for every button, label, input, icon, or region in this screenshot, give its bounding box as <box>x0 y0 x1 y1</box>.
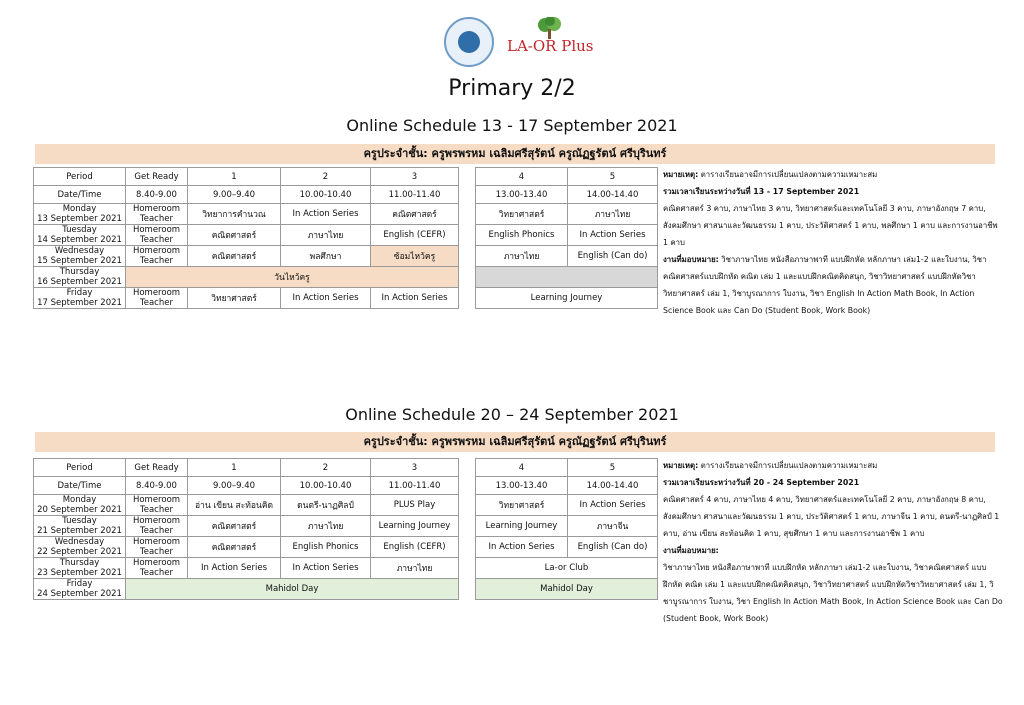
header-cell: 4 <box>476 459 568 477</box>
summary-text: คณิตศาสตร์ 3 คาบ, ภาษาไทย 3 คาบ, วิทยาศาสตร์และเทคโนโลยี 3 คาบ, ภาษาอังกฤษ 7 คาบ, สังคมศึกษา ศาสนาและวัฒนธรรม 1 คาบ, ประวัติศาสตร์ 1 คาบ, พลศึกษา 1 คาบ และการงานอาชีพ 1 คาบ <box>663 204 998 247</box>
wai-khru-day-cell: วันไหว้ครู <box>126 267 459 288</box>
subject-cell: วิทยาการคำนวณ <box>188 204 281 225</box>
summary-title: รวมเวลาเรียนระหว่างวันที่ 13 - 17 September 2021 <box>663 187 860 196</box>
tree-icon <box>536 17 564 39</box>
subject-cell: พลศึกษา <box>281 246 371 267</box>
la-or-club-cell: La-or Club <box>476 558 658 579</box>
lunch-gap <box>459 225 476 246</box>
subject-cell: In Action Series <box>568 225 658 246</box>
table-row <box>34 579 658 600</box>
mahidol-day-afternoon-cell: Mahidol Day <box>476 579 658 600</box>
day-cell: Friday 17 September 2021 <box>34 288 126 309</box>
lunch-gap <box>459 246 476 267</box>
subject-cell: คณิตศาสตร์ <box>188 537 281 558</box>
subject-cell-highlight: ซ้อมไหว้ครู <box>371 246 459 267</box>
subject-cell: Learning Journey <box>476 516 568 537</box>
header-cell: 1 <box>188 459 281 477</box>
lunch-gap <box>459 204 476 225</box>
lunch-gap <box>459 558 476 579</box>
table-row <box>34 288 658 309</box>
time-cell: Date/Time <box>34 477 126 495</box>
day-cell: Wednesday 15 September 2021 <box>34 246 126 267</box>
subject-cell: วิทยาศาสตร์ <box>476 204 568 225</box>
time-cell: 8.40-9.00 <box>126 477 188 495</box>
subject-cell: English (CEFR) <box>371 225 459 246</box>
header-cell: 5 <box>568 459 658 477</box>
assignment-label: งานที่มอบหมาย: <box>663 546 719 555</box>
subject-cell: คณิตศาสตร์ <box>188 516 281 537</box>
table-row <box>34 168 658 186</box>
lunch-gap <box>459 579 476 600</box>
remark-line: หมายเหตุ: ตารางเรียนอาจมีการเปลี่ยนแปลงตามความเหมาะสม <box>663 170 878 179</box>
day-cell: Wednesday 22 September 2021 <box>34 537 126 558</box>
homeroom-cell: Homeroom Teacher <box>126 537 188 558</box>
subject-cell: ภาษาไทย <box>371 558 459 579</box>
time-cell: 9.00–9.40 <box>188 186 281 204</box>
header-cell: 2 <box>281 168 371 186</box>
table-row <box>34 267 658 288</box>
school-seal-logo <box>444 17 494 67</box>
table-row <box>34 495 658 516</box>
time-cell: 14.00-14.40 <box>568 477 658 495</box>
schedule1-teacher-bar: ครูประจำชั้น: ครูพรพรหม เฉลิมศรีสุรัตน์ ครูณัฏฐรัตน์ ศรีบุรินทร์ <box>35 144 995 164</box>
subject-cell: English Phonics <box>476 225 568 246</box>
schedule2-table <box>33 458 658 600</box>
mahidol-day-morning-cell: Mahidol Day <box>126 579 459 600</box>
lunch-gap <box>459 168 476 186</box>
time-cell: 10.00-10.40 <box>281 186 371 204</box>
assignment-text: งานที่มอบหมาย: วิชาภาษาไทย หนังสือภาษาพาที แบบฝึกหัด หลักภาษา เล่ม1-2 และใบงาน, วิชาคณิตศาสตร์แบบฝึกหัด คณิต เล่ม 1 และแบบฝึกคณิตคิดสนุก, วิชาวิทยาศาสตร์ แบบฝึกหัดวิชาวิทยาศาสตร์ เล่ม 1, วิชาบูรณาการ ใบงาน, วิชา English In Action Math Book, In Action Science Book และ Can Do (Student Book, Work Book) <box>663 255 987 315</box>
homeroom-cell: Homeroom Teacher <box>126 288 188 309</box>
header-cell: 1 <box>188 168 281 186</box>
table-row <box>34 516 658 537</box>
day-cell: Tuesday 21 September 2021 <box>34 516 126 537</box>
subject-cell: English (CEFR) <box>371 537 459 558</box>
summary-title: รวมเวลาเรียนระหว่างวันที่ 20 - 24 September 2021 <box>663 478 860 487</box>
lunch-gap <box>459 477 476 495</box>
header-cell: Get Ready <box>126 459 188 477</box>
schedule2-teacher-bar: ครูประจำชั้น: ครูพรพรหม เฉลิมศรีสุรัตน์ ครูณัฏฐรัตน์ ศรีบุรินทร์ <box>35 432 995 452</box>
subject-cell: In Action Series <box>281 204 371 225</box>
day-cell: Thursday 16 September 2021 <box>34 267 126 288</box>
lunch-gap <box>459 516 476 537</box>
table-row <box>34 459 658 477</box>
subject-cell: English Phonics <box>281 537 371 558</box>
subject-cell: In Action Series <box>568 495 658 516</box>
header-cell: 4 <box>476 168 568 186</box>
subject-cell: คณิตศาสตร์ <box>188 246 281 267</box>
day-cell: Tuesday 14 September 2021 <box>34 225 126 246</box>
header-cell: 3 <box>371 168 459 186</box>
time-cell: Date/Time <box>34 186 126 204</box>
subject-cell: อ่าน เขียน สะท้อนคิด <box>188 495 281 516</box>
schedule2-notes <box>663 457 1003 627</box>
subject-cell: In Action Series <box>188 558 281 579</box>
subject-cell: วิทยาศาสตร์ <box>188 288 281 309</box>
subject-cell: Learning Journey <box>371 516 459 537</box>
time-cell: 11.00-11.40 <box>371 186 459 204</box>
subject-cell: ภาษาไทย <box>476 246 568 267</box>
header-cell: 2 <box>281 459 371 477</box>
subject-cell: คณิตศาสตร์ <box>371 204 459 225</box>
subject-cell: English (Can do) <box>568 246 658 267</box>
table-row <box>34 537 658 558</box>
time-cell: 14.00-14.40 <box>568 186 658 204</box>
homeroom-cell: Homeroom Teacher <box>126 204 188 225</box>
time-cell: 9.00–9.40 <box>188 477 281 495</box>
subject-cell: คณิตศาสตร์ <box>188 225 281 246</box>
homeroom-cell: Homeroom Teacher <box>126 558 188 579</box>
subject-cell: วิทยาศาสตร์ <box>476 495 568 516</box>
page-title: Primary 2/2 <box>448 76 576 101</box>
time-cell: 13.00-13.40 <box>476 477 568 495</box>
subject-cell: PLUS Play <box>371 495 459 516</box>
la-or-plus-logo <box>507 17 594 67</box>
time-cell: 8.40-9.00 <box>126 186 188 204</box>
table-row <box>34 186 658 204</box>
subject-cell: ภาษาจีน <box>568 516 658 537</box>
homeroom-cell: Homeroom Teacher <box>126 495 188 516</box>
lunch-gap <box>459 459 476 477</box>
la-or-plus-text: LA-OR Plus <box>507 37 594 55</box>
homeroom-cell: Homeroom Teacher <box>126 246 188 267</box>
header-cell: Period <box>34 459 126 477</box>
subject-cell: ภาษาไทย <box>281 516 371 537</box>
schedule1-table <box>33 167 658 309</box>
schedule2-title: Online Schedule 20 – 24 September 2021 <box>345 405 679 424</box>
time-cell: 13.00-13.40 <box>476 186 568 204</box>
empty-afternoon-cell <box>476 267 658 288</box>
subject-cell: In Action Series <box>281 558 371 579</box>
schedule1-title: Online Schedule 13 - 17 September 2021 <box>346 116 678 135</box>
homeroom-cell: Homeroom Teacher <box>126 225 188 246</box>
lunch-gap <box>459 495 476 516</box>
homeroom-cell: Homeroom Teacher <box>126 516 188 537</box>
header-cell: Get Ready <box>126 168 188 186</box>
subject-cell: In Action Series <box>476 537 568 558</box>
subject-cell: English (Can do) <box>568 537 658 558</box>
day-cell: Friday 24 September 2021 <box>34 579 126 600</box>
table-row <box>34 477 658 495</box>
table-row <box>34 204 658 225</box>
summary-text: คณิตศาสตร์ 4 คาบ, ภาษาไทย 4 คาบ, วิทยาศาสตร์และเทคโนโลยี 2 คาบ, ภาษาอังกฤษ 8 คาบ, สังคมศึกษา ศาสนาและวัฒนธรรม 1 คาบ, ประวัติศาสตร์ 1 คาบ, ภาษาจีน 1 คาบ, ดนตรี-นาฏศิลป์ 1 คาบ, อ่าน เขียน สะท้อนคิด 1 คาบ, สุขศึกษา 1 คาบ และการงานอาชีพ 1 คาบ <box>663 495 1000 538</box>
day-cell: Monday 20 September 2021 <box>34 495 126 516</box>
lunch-gap <box>459 186 476 204</box>
header-cell: 3 <box>371 459 459 477</box>
subject-cell: ดนตรี-นาฏศิลป์ <box>281 495 371 516</box>
table-row <box>34 558 658 579</box>
lunch-gap <box>459 267 476 288</box>
subject-cell: In Action Series <box>371 288 459 309</box>
header-cell: Period <box>34 168 126 186</box>
time-cell: 10.00-10.40 <box>281 477 371 495</box>
lunch-gap <box>459 288 476 309</box>
table-row <box>34 225 658 246</box>
subject-cell: ภาษาไทย <box>568 204 658 225</box>
assignment-text: วิชาภาษาไทย หนังสือภาษาพาที แบบฝึกหัด หลักภาษา เล่ม1-2 และใบงาน, วิชาคณิตศาสตร์ แบบฝึกหัด คณิต เล่ม 1 และแบบฝึกคณิตคิดสนุก, วิชาวิทยาศาสตร์ แบบฝึกหัดวิชาวิทยาศาสตร์ เล่ม 1, วิชาบูรณาการ ใบงาน, วิชา English In Action Math Book, In Action Science Book และ Can Do (Student Book, Work Book) <box>663 563 1003 623</box>
time-cell: 11.00-11.40 <box>371 477 459 495</box>
day-cell: Thursday 23 September 2021 <box>34 558 126 579</box>
day-cell: Monday 13 September 2021 <box>34 204 126 225</box>
learning-journey-cell: Learning Journey <box>476 288 658 309</box>
subject-cell: In Action Series <box>281 288 371 309</box>
subject-cell: ภาษาไทย <box>281 225 371 246</box>
schedule1-notes <box>663 166 1003 319</box>
remark-line: หมายเหตุ: ตารางเรียนอาจมีการเปลี่ยนแปลงตามความเหมาะสม <box>663 461 878 470</box>
header-cell: 5 <box>568 168 658 186</box>
table-row <box>34 246 658 267</box>
lunch-gap <box>459 537 476 558</box>
